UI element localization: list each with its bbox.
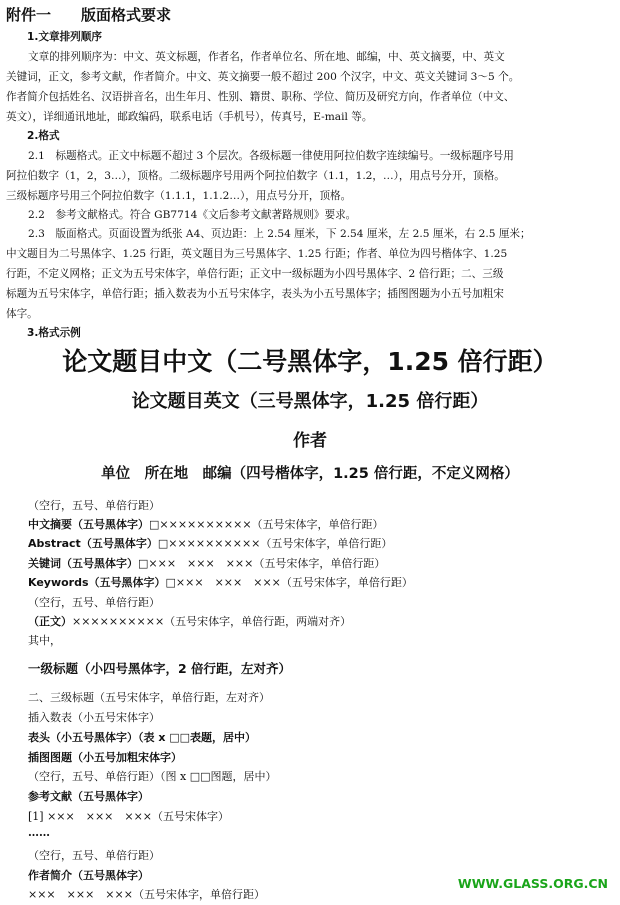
- figure-title-note: 插图图题（小五号加粗宋体字）: [28, 751, 182, 764]
- paragraph-line: 关键词，正文，参考文献，作者简介。中文、英文摘要一般不超过 200 个汉字，中文、英文关键词 3～5 个。: [6, 71, 520, 83]
- body-row: [28, 613, 351, 629]
- level1-heading-example: 一级标题（小四号黑体字，2 倍行距，左对齐）: [28, 661, 292, 676]
- footer-website-link[interactable]: WWW.GLASS.ORG.CN: [457, 876, 608, 891]
- blank-line-note: （空行，五号、单倍行距）: [28, 596, 160, 609]
- blank-line-figure-note: （空行，五号、单倍行距）（图 x □□图题，居中）: [28, 770, 277, 783]
- section-1-title: 1.文章排列顺序: [27, 31, 102, 43]
- section-3-title: 3.格式示例: [27, 327, 81, 339]
- insert-table-note: 插入数表（小五号宋体字）: [28, 711, 160, 724]
- author-bio-body: ××× ××× ×××（五号宋体字，单倍行距）: [28, 888, 265, 901]
- paragraph-line: 阿拉伯数字（1，2，3…），顶格。二级标题序号用两个阿拉伯数字（1.1，1.2，…），用点号分开，顶格。: [6, 170, 505, 182]
- keywords-cn-body: □××× ××× ×××（五号宋体字，单倍行距）: [138, 557, 386, 570]
- paragraph-line: 行距，不定义网格；正文为五号宋体字，单倍行距；正文中一级标题为小四号黑体字、2 倍行距；二、三级: [6, 268, 504, 280]
- paragraph-line: 英文），详细通讯地址，邮政编码，联系电话（手机号），传真号，E-mail 等。: [6, 111, 373, 123]
- abstract-en-label: Abstract（五号黑体字）: [28, 537, 158, 550]
- paragraph-line: 作者简介包括姓名、汉语拼音名，出生年月、性别、籍贯、职称、学位、简历及研究方向，作者单位（中文、: [6, 91, 515, 103]
- paragraph-line: 2.3 版面格式。页面设置为纸张 A4、页边距：上 2.54 厘米，下 2.54 厘米，左 2.5 厘米，右 2.5 厘米；: [28, 228, 531, 240]
- body-text: ××××××××××（五号宋体字，单倍行距，两端对齐）: [72, 615, 352, 628]
- paragraph-line: 文章的排列顺序为：中文、英文标题，作者名，作者单位名、所在地、邮编，中、英文摘要，中、英文: [28, 51, 505, 63]
- abstract-cn-row: [28, 516, 384, 532]
- abstract-cn-body: □××××××××××（五号宋体字，单倍行距）: [149, 518, 384, 531]
- paragraph-line: 2.2 参考文献格式。符合 GB7714《文后参考文献著路规则》要求。: [28, 209, 357, 221]
- level23-heading-example: 二、三级标题（五号宋体字，单倍行距，左对齐）: [28, 691, 270, 704]
- abstract-en-row: [28, 535, 392, 551]
- keywords-en-body: □××× ××× ×××（五号宋体字，单倍行距）: [165, 576, 413, 589]
- author-bio-label: 作者简介（五号黑体字）: [28, 869, 149, 882]
- abstract-en-body: □××××××××××（五号宋体字，单倍行距）: [157, 537, 393, 550]
- keywords-en-label: Keywords（五号黑体字）: [28, 576, 166, 589]
- example-unit: 单位 所在地 邮编（四号楷体字，1.25 倍行距，不定义网格）: [101, 466, 519, 482]
- section-1-paragraph: [6, 47, 611, 127]
- keywords-cn-row: [28, 555, 385, 571]
- blank-line-note: （空行，五号、单倍行距）: [28, 499, 160, 512]
- body-label: （正文）: [28, 615, 72, 628]
- abstract-cn-label: 中文摘要（五号黑体字）: [28, 518, 149, 531]
- section-2-2-paragraph: [6, 205, 611, 225]
- blank-line-note: （空行，五号、单倍行距）: [28, 849, 160, 862]
- paragraph-line: 体字。: [6, 308, 38, 320]
- section-2-title: 2.格式: [27, 130, 60, 142]
- paragraph-line: 标题为五号宋体字，单倍行距；插入数表为小五号宋体字，表头为小五号黑体字；插图图题为小五号加粗宋: [6, 288, 504, 300]
- reference-ellipsis: ……: [28, 826, 50, 839]
- keywords-cn-label: 关键词（五号黑体字）: [28, 557, 138, 570]
- references-label: 参考文献（五号黑体字）: [28, 790, 149, 803]
- example-title-cn: 论文题目中文（二号黑体字，1.25 倍行距）: [62, 347, 558, 376]
- body-mid-text: 其中，: [28, 634, 61, 647]
- attachment-header: 附件一 版面格式要求: [6, 6, 172, 24]
- paragraph-line: 中文题目为二号黑体字、1.25 行距，英文题目为三号黑体字、1.25 行距；作者、单位为四号楷体字、1.25: [6, 248, 508, 260]
- reference-item: [1] ××× ××× ×××（五号宋体字）: [28, 810, 230, 823]
- paragraph-line: 2.1 标题格式。正文中标题不超过 3 个层次。各级标题一律使用阿拉伯数字连续编号。一级标题序号用: [28, 150, 514, 162]
- paragraph-line: 三级标题序号用三个阿拉伯数字（1.1.1，1.1.2…），用点号分开，顶格。: [6, 190, 352, 202]
- example-title-en: 论文题目英文（三号黑体字，1.25 倍行距）: [131, 391, 489, 412]
- table-head-note: 表头（小五号黑体字）（表 x □□表题，居中）: [28, 731, 257, 744]
- example-author: 作者: [293, 431, 327, 451]
- section-2-1-paragraph: [6, 146, 611, 206]
- section-2-3-paragraph: [6, 224, 611, 324]
- keywords-en-row: [28, 574, 413, 590]
